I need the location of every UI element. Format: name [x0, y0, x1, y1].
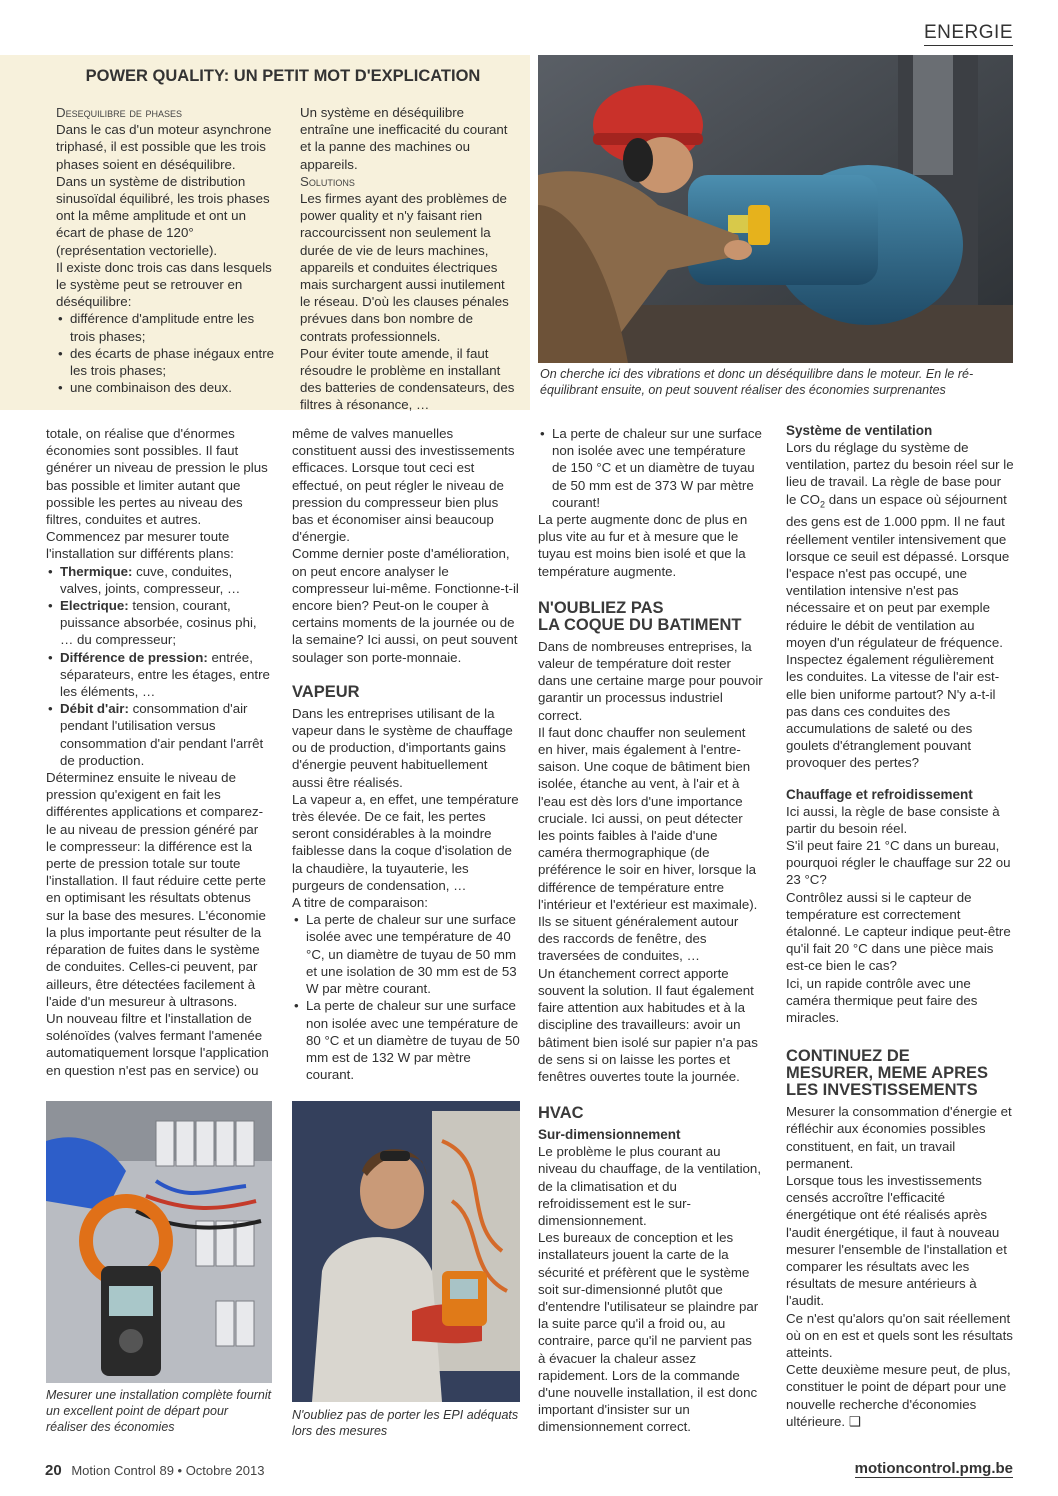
- bullet-thermal: [46, 563, 271, 597]
- paragraph: Dans de nombreuses entreprises, la valeur de température doit rester dans une certaine marge pour pouvoir garantir un processus industriel correct.: [538, 638, 763, 723]
- heading-line: LA COQUE DU BATIMENT: [538, 615, 742, 634]
- bullet-airflow: [46, 700, 271, 769]
- caption-worker-tester: N'oubliez pas de porter les EPI adéquats lors des mesures: [292, 1408, 519, 1438]
- article-column-3: [538, 425, 763, 1436]
- box-bullet: • des écarts de phase inégaux entre les trois phases;: [56, 345, 276, 379]
- subheading-oversizing: Sur-dimensionnement: [538, 1127, 681, 1143]
- paragraph: Mesurer la consommation d'énergie et réfléchir aux économies possibles constituent, en fait, un travail permanent.: [786, 1104, 1012, 1171]
- box-paragraph: Un système en déséquilibre entraîne une inefficacité du courant et la panne des machines ou appareils.: [300, 105, 508, 172]
- footer-url-link[interactable]: motioncontrol.pmg.be: [854, 1460, 1013, 1477]
- comparison-bullet: • La perte de chaleur sur une surface non isolée avec une température de 150 °C et un diamètre de tuyau de 50 mm est de 373 W par mètre courant!: [538, 425, 763, 511]
- bullet-text: cuve, conduites, valves, joints, compresseur, …: [60, 563, 241, 596]
- comparison-bullet: • La perte de chaleur sur une surface non isolée avec une température de 80 °C et un diamètre de tuyau de 50 mm est de 132 W par mètre courant.: [292, 997, 520, 1083]
- paragraph: totale, on réalise que d'énormes économies sont possibles. Il faut générer un niveau de pression le plus bas possible et limiter autant que possible les pertes au niveau des filtres, conduites et autres.: [46, 426, 268, 528]
- paragraph: Un nouveau filtre et l'installation de solénoïdes (valves fermant l'amenée automatiquement lorsque l'application en question n'est pas en service) ou: [46, 1010, 269, 1078]
- issue-info: Motion Control 89 • Octobre 2013: [71, 1463, 265, 1478]
- comparison-bullet-list: [538, 425, 763, 511]
- paragraph: même de valves manuelles constituent aussi des investissements efficaces. Lorsque tout ceci est effectué, on peut régler le niveau de pression du compresseur bien plus bas et économiser ainsi beaucoup d'énergie.: [292, 426, 515, 545]
- paragraph: Déterminez ensuite le niveau de pression qu'exigent en fait les différentes applications et comparez-le au niveau de pression généré par le compresseur: la différence est la perte de pression totale sur toute l'installation. Il faut réduire cette perte en optimisant les résultats obtenus sur la base des mesures. L'économie la plus importante peut résulter de la réparation de fuites dans le système de conduites. Celles-ci peuvent, par ailleurs, être détectées facilement à l'aide d'un mesureur à ultrasons.: [46, 770, 266, 1009]
- box-column-2: [300, 104, 515, 414]
- paragraph: Lorsque tous les investissements censés accroître l'efficacité énergétique ont été réalisés après l'audit énergétique, il faut à nouveau mesurer l'ensemble de l'installation et comparer les résultats avec les résultats de mesure antérieurs à l'audit.: [786, 1172, 1007, 1309]
- article-column-1: [46, 425, 271, 1079]
- paragraph: Inspectez également régulièrement les conduites. La vitesse de l'air est-elle bien uniforme partout? N'y a-t-il pas dans ces conduites des accumulations de saleté ou des goulets d'étranglement pouvant provoquer des pertes?: [786, 652, 1000, 771]
- caption-clamp-meter: Mesurer une installation complète fournit un excellent point de départ pour réaliser des économies: [46, 1388, 272, 1434]
- bullet-keyword: Electrique:: [60, 598, 129, 614]
- bullet-text: tension, courant, puissance absorbée, cosinus phi, … du compresseur;: [60, 598, 257, 648]
- paragraph: La vapeur a, en effet, une température très élevée. De ce fait, les pertes seront considérables à la moindre faiblesse dans la coque d'isolation de la chaudière, la tuyauterie, les purgeurs de condensation, …: [292, 791, 519, 893]
- bullet-pressure: [46, 649, 271, 701]
- caption-top-photo: On cherche ici des vibrations et donc un déséquilibre dans le moteur. En le ré-équilibrant ensuite, on peut souvent réaliser des économies surprenantes: [540, 367, 974, 397]
- box-paragraph: Dans un système de distribution sinusoïdal équilibré, les trois phases ont la même amplitude et ont un écart de phase de 120° (représentation vectorielle).: [56, 173, 270, 258]
- bullet-keyword: Débit d'air:: [60, 701, 129, 717]
- paragraph: Les bureaux de conception et les installateurs jouent la carte de la sécurité et préfèrent que le système soit sur-dimensionné plutôt que d'entendre l'utilisateur se plaindre par la suite parce qu'il a froid ou, au contraire, parce qu'il ne parvient pas à évacuer la chaleur assez rapidement. Lors de la commande d'une nouvelle installation, il est donc important d'insister sur un dimensionnement correct.: [538, 1230, 759, 1435]
- text-run: Lors du réglage du système de ventilation, partez du besoin réel sur le lieu de travail. La règle de base pour le CO: [786, 440, 1014, 507]
- box-paragraph: Il existe donc trois cas dans lesquels le système peut se retrouver en déséquilibre:: [56, 259, 272, 310]
- subscript: 2: [820, 499, 826, 510]
- box-title: POWER QUALITY: UN PETIT MOT D'EXPLICATION: [85, 67, 481, 85]
- subheading-heating-cooling: Chauffage et refroidissement: [786, 786, 973, 802]
- heading-steam: VAPEUR: [292, 682, 360, 701]
- page-number: 20: [45, 1462, 62, 1479]
- paragraph: Contrôlez aussi si le capteur de température est correctement étalonné. Le capteur indique peut-être qu'il fait 20 °C dans une pièce mais est-ce bien le cas?: [786, 889, 1011, 974]
- paragraph: Comme dernier poste d'amélioration, on peut encore analyser le compresseur lui-même. Fonctionne-t-il encore bien? Peut-on le couper à certains moments de la journée ou de la semaine? Ici aussi, on peut souvent soulager son porte-monnaie.: [292, 546, 519, 665]
- box-paragraph: Dans le cas d'un moteur asynchrone triphasé, il est possible que les trois phases soient en déséquilibre.: [56, 122, 272, 172]
- paragraph: S'il peut faire 21 °C dans un bureau, pourquoi régler le chauffage sur 22 ou 23 °C?: [786, 837, 1011, 888]
- paragraph: Ce n'est qu'alors qu'on sait réellement où on en est et quels sont les résultats atteints.: [786, 1310, 1013, 1360]
- photo-worker-tester: [292, 1101, 520, 1402]
- comparison-bullet-list: [292, 911, 520, 1083]
- section-tag: ENERGIE: [924, 22, 1013, 46]
- box-bullet-list: [56, 310, 276, 396]
- heading-keep-measuring: CONTINUEZ DE MESURER, MEME APRES LES INVESTISSEMENTS: [786, 1047, 988, 1100]
- heading-hvac: HVAC: [538, 1104, 584, 1123]
- photo-pump-worker: [538, 55, 1013, 363]
- box-heading-solutions: Solutions: [300, 173, 355, 189]
- box-column-1: [56, 104, 276, 396]
- footer-issue: [45, 1462, 264, 1479]
- paragraph: [786, 439, 1014, 651]
- end-mark-icon: ❑: [848, 1413, 861, 1429]
- heading-line: N'OUBLIEZ PAS: [538, 598, 664, 617]
- text-run: dans un espace où séjournent des gens est de 1.000 ppm. Il ne faut réellement ventiler intensivement que lorsque ce seuil est dépassé. Lorsque l'espace n'est pas occupé, une ventilation intensive n'est pas nécessaire et on peut par exemple réduire le débit de ventilation au moyen d'un régulateur de fréquence.: [786, 491, 1010, 650]
- box-bullet: • une combinaison des deux.: [56, 379, 276, 396]
- paragraph: Dans les entreprises utilisant de la vapeur dans le système de chauffage ou de production, d'importants gains d'énergie peuvent habituellement aussi être réalisés.: [292, 705, 513, 790]
- article-column-4: [786, 422, 1014, 1430]
- paragraph: [786, 1361, 1014, 1430]
- paragraph: Ici, un rapide contrôle avec une caméra thermique peut faire des miracles.: [786, 975, 978, 1025]
- text-run: Cette deuxième mesure peut, de plus, constituer le point de départ pour une nouvelle recherche d'économies ultérieure.: [786, 1362, 1011, 1429]
- box-paragraph: Pour éviter toute amende, il faut résoudre le problème en installant des batteries de condensateurs, des filtres à résonance, …: [300, 345, 515, 413]
- paragraph: Le problème le plus courant au niveau du chauffage, de la ventilation, de la climatisation et du refroidissement est le sur-dimensionnement.: [538, 1144, 762, 1228]
- comparison-bullet: • La perte de chaleur sur une surface isolée avec une température de 40 °C, un diamètre de tuyau de 50 mm et une isolation de 30 mm est de 53 W par mètre courant.: [292, 911, 520, 997]
- paragraph: Commencez par mesurer toute l'installation sur différents plans:: [46, 529, 234, 562]
- bullet-electrical: [46, 597, 271, 649]
- photo-clamp-meter: [46, 1101, 272, 1383]
- paragraph: La perte augmente donc de plus en plus vite au fur et à mesure que le tuyau est moins bien isolé et que la température augmente.: [538, 512, 748, 579]
- paragraph: Ici aussi, la règle de base consiste à partir du besoin réel.: [786, 803, 1000, 836]
- box-heading-phases: Desequilibre de phases: [56, 105, 183, 120]
- bullet-text: entrée, séparateurs, entre les étages, entre les éléments, …: [60, 649, 270, 700]
- bullet-keyword: Différence de pression:: [60, 649, 208, 665]
- box-paragraph: Les firmes ayant des problèmes de power quality et n'y faisant rien raccourcissent non seulement la durée de vie de leurs machines, appareils et conduites électriques mais surchargent aussi inutilement le réseau. D'où les clauses pénales prévues dans bon nombre de contrats professionnels.: [300, 191, 509, 344]
- paragraph: Il faut donc chauffer non seulement en hiver, mais également à l'entre-saison. Une coque de bâtiment bien isolée, étanche au vent, à l'air et à l'eau est dès lors d'une importance cruciale. Ici aussi, on peut détecter les points faibles à l'aide d'une caméra thermographique (de préférence le soir en hiver, lorsque la différence de température entre l'intérieur et l'extérieur est maximale). Ils se situent généralement autour des raccords de fenêtre, des traversées de conduites, …: [538, 724, 758, 964]
- heading-building-shell: [538, 600, 763, 634]
- bullet-keyword: Thermique:: [60, 563, 133, 579]
- paragraph: Un étanchement correct apporte souvent la solution. Il faut également faire attention aux habitudes et à la discipline des travailleurs: avoir un bâtiment bien isolé sur papier n'a pas de sens si on laisse les portes et fenêtres ouvertes toute la journée.: [538, 965, 758, 1084]
- paragraph: A titre de comparaison:: [292, 895, 428, 911]
- subheading-ventilation: Système de ventilation: [786, 423, 933, 438]
- box-bullet: • différence d'amplitude entre les trois phases;: [56, 310, 276, 344]
- article-column-2: [292, 425, 520, 1083]
- bullet-text: consommation d'air pendant l'utilisation versus consommation d'air pendant l'arrêt de production.: [60, 701, 264, 768]
- measurement-bullet-list: [46, 563, 271, 769]
